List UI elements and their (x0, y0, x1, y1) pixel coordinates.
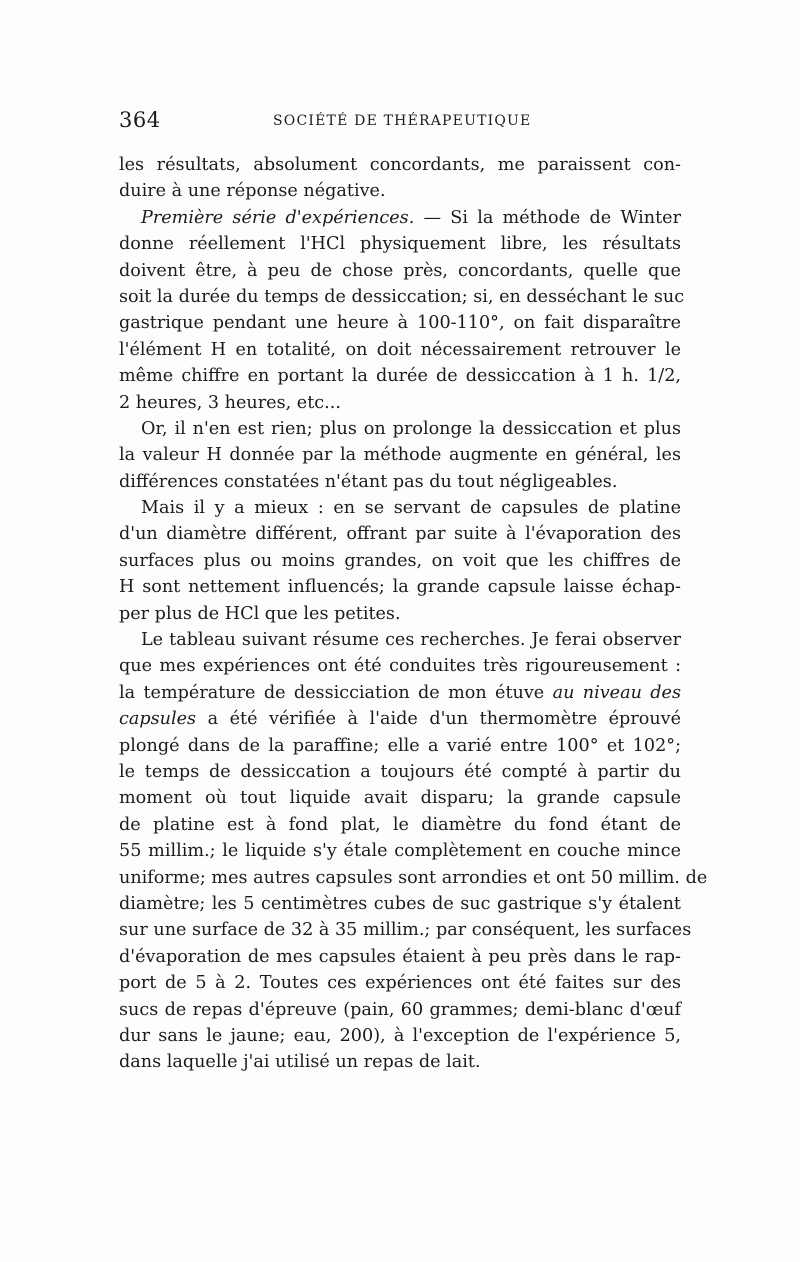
text-line: diamètre; les 5 centimètres cubes de suc gastrique s'y étalent (119, 893, 681, 914)
running-title: SOCIÉTÉ DE THÉRAPEUTIQUE (273, 113, 532, 129)
text-line: l'élément H en totalité, on doit nécessairement retrouver le (119, 339, 681, 360)
text-line: Mais il y a mieux : en se servant de capsules de platine (141, 498, 681, 519)
text-line: de platine est à fond plat, le diamètre du fond étant de (119, 814, 681, 835)
text-line: sur une surface de 32 à 35 millim.; par conséquent, les surfaces (119, 920, 692, 941)
text-line: différences constatées n'étant pas du tout négligeables. (119, 471, 618, 492)
text-line: dur sans le jaune; eau, 200), à l'exception de l'expérience 5, (119, 1025, 681, 1046)
text-line: Or, il n'en est rien; plus on prolonge la dessiccation et plus (141, 418, 681, 439)
text-line: surfaces plus ou moins grandes, on voit que les chiffres de (119, 550, 681, 571)
italic-phrase: capsules (119, 709, 197, 730)
text-line: dans laquelle j'ai utilisé un repas de lait. (119, 1052, 481, 1073)
text-line: sucs de repas d'épreuve (pain, 60 grammes; demi-blanc d'œuf (119, 999, 681, 1020)
text-line: H sont nettement influencés; la grande capsule laisse échap- (119, 577, 681, 598)
text-line: d'évaporation de mes capsules étaient à peu près dans le rap- (119, 946, 681, 967)
text-line: que mes expériences ont été conduites très rigoureusement : (119, 656, 681, 677)
text-line: d'un diamètre différent, offrant par suite à l'évaporation des (119, 524, 681, 545)
text-line: moment où tout liquide avait disparu; la grande capsule (119, 788, 681, 809)
text-line: capsules a été vérifiée à l'aide d'un thermomètre éprouvé (119, 709, 681, 730)
text-line: soit la durée du temps de dessiccation; si, en desséchant le suc (119, 286, 685, 307)
text-line: doivent être, à peu de chose près, concordants, quelle que (119, 260, 681, 281)
text-line: Le tableau suivant résume ces recherches. Je ferai observer (141, 630, 681, 651)
page-number: 364 (119, 108, 161, 132)
italic-phrase: Première série d'expériences. (141, 207, 415, 228)
text-line: uniforme; mes autres capsules sont arrondies et ont 50 millim. de (119, 867, 708, 888)
text-line: le temps de dessiccation a toujours été compté à partir du (119, 761, 681, 782)
text-line: la valeur H donnée par la méthode augmente en général, les (119, 445, 681, 466)
text-line: la température de dessicciation de mon étuve au niveau des (119, 682, 681, 703)
text-line: Première série d'expériences. — Si la méthode de Winter (141, 207, 681, 228)
text-line: gastrique pendant une heure à 100-110°, on fait disparaître (119, 313, 681, 334)
text-line: même chiffre en portant la durée de dessiccation à 1 h. 1/2, (119, 366, 681, 387)
text-line: duire à une réponse négative. (119, 181, 386, 202)
text-line: 2 heures, 3 heures, etc... (119, 392, 341, 413)
text-line: port de 5 à 2. Toutes ces expériences ont été faites sur des (119, 973, 681, 994)
text-line: plongé dans de la paraffine; elle a varié entre 100° et 102°; (119, 735, 681, 756)
text-line: donne réellement l'HCl physiquement libre, les résultats (119, 234, 681, 255)
body-text (119, 152, 708, 1076)
running-head (119, 108, 681, 138)
text-line: 55 millim.; le liquide s'y étale complètement en couche mince (119, 841, 681, 862)
text-line: per plus de HCl que les petites. (119, 603, 401, 624)
text-line: les résultats, absolument concordants, me paraissent con- (119, 155, 681, 175)
italic-phrase: au niveau des (552, 682, 681, 703)
